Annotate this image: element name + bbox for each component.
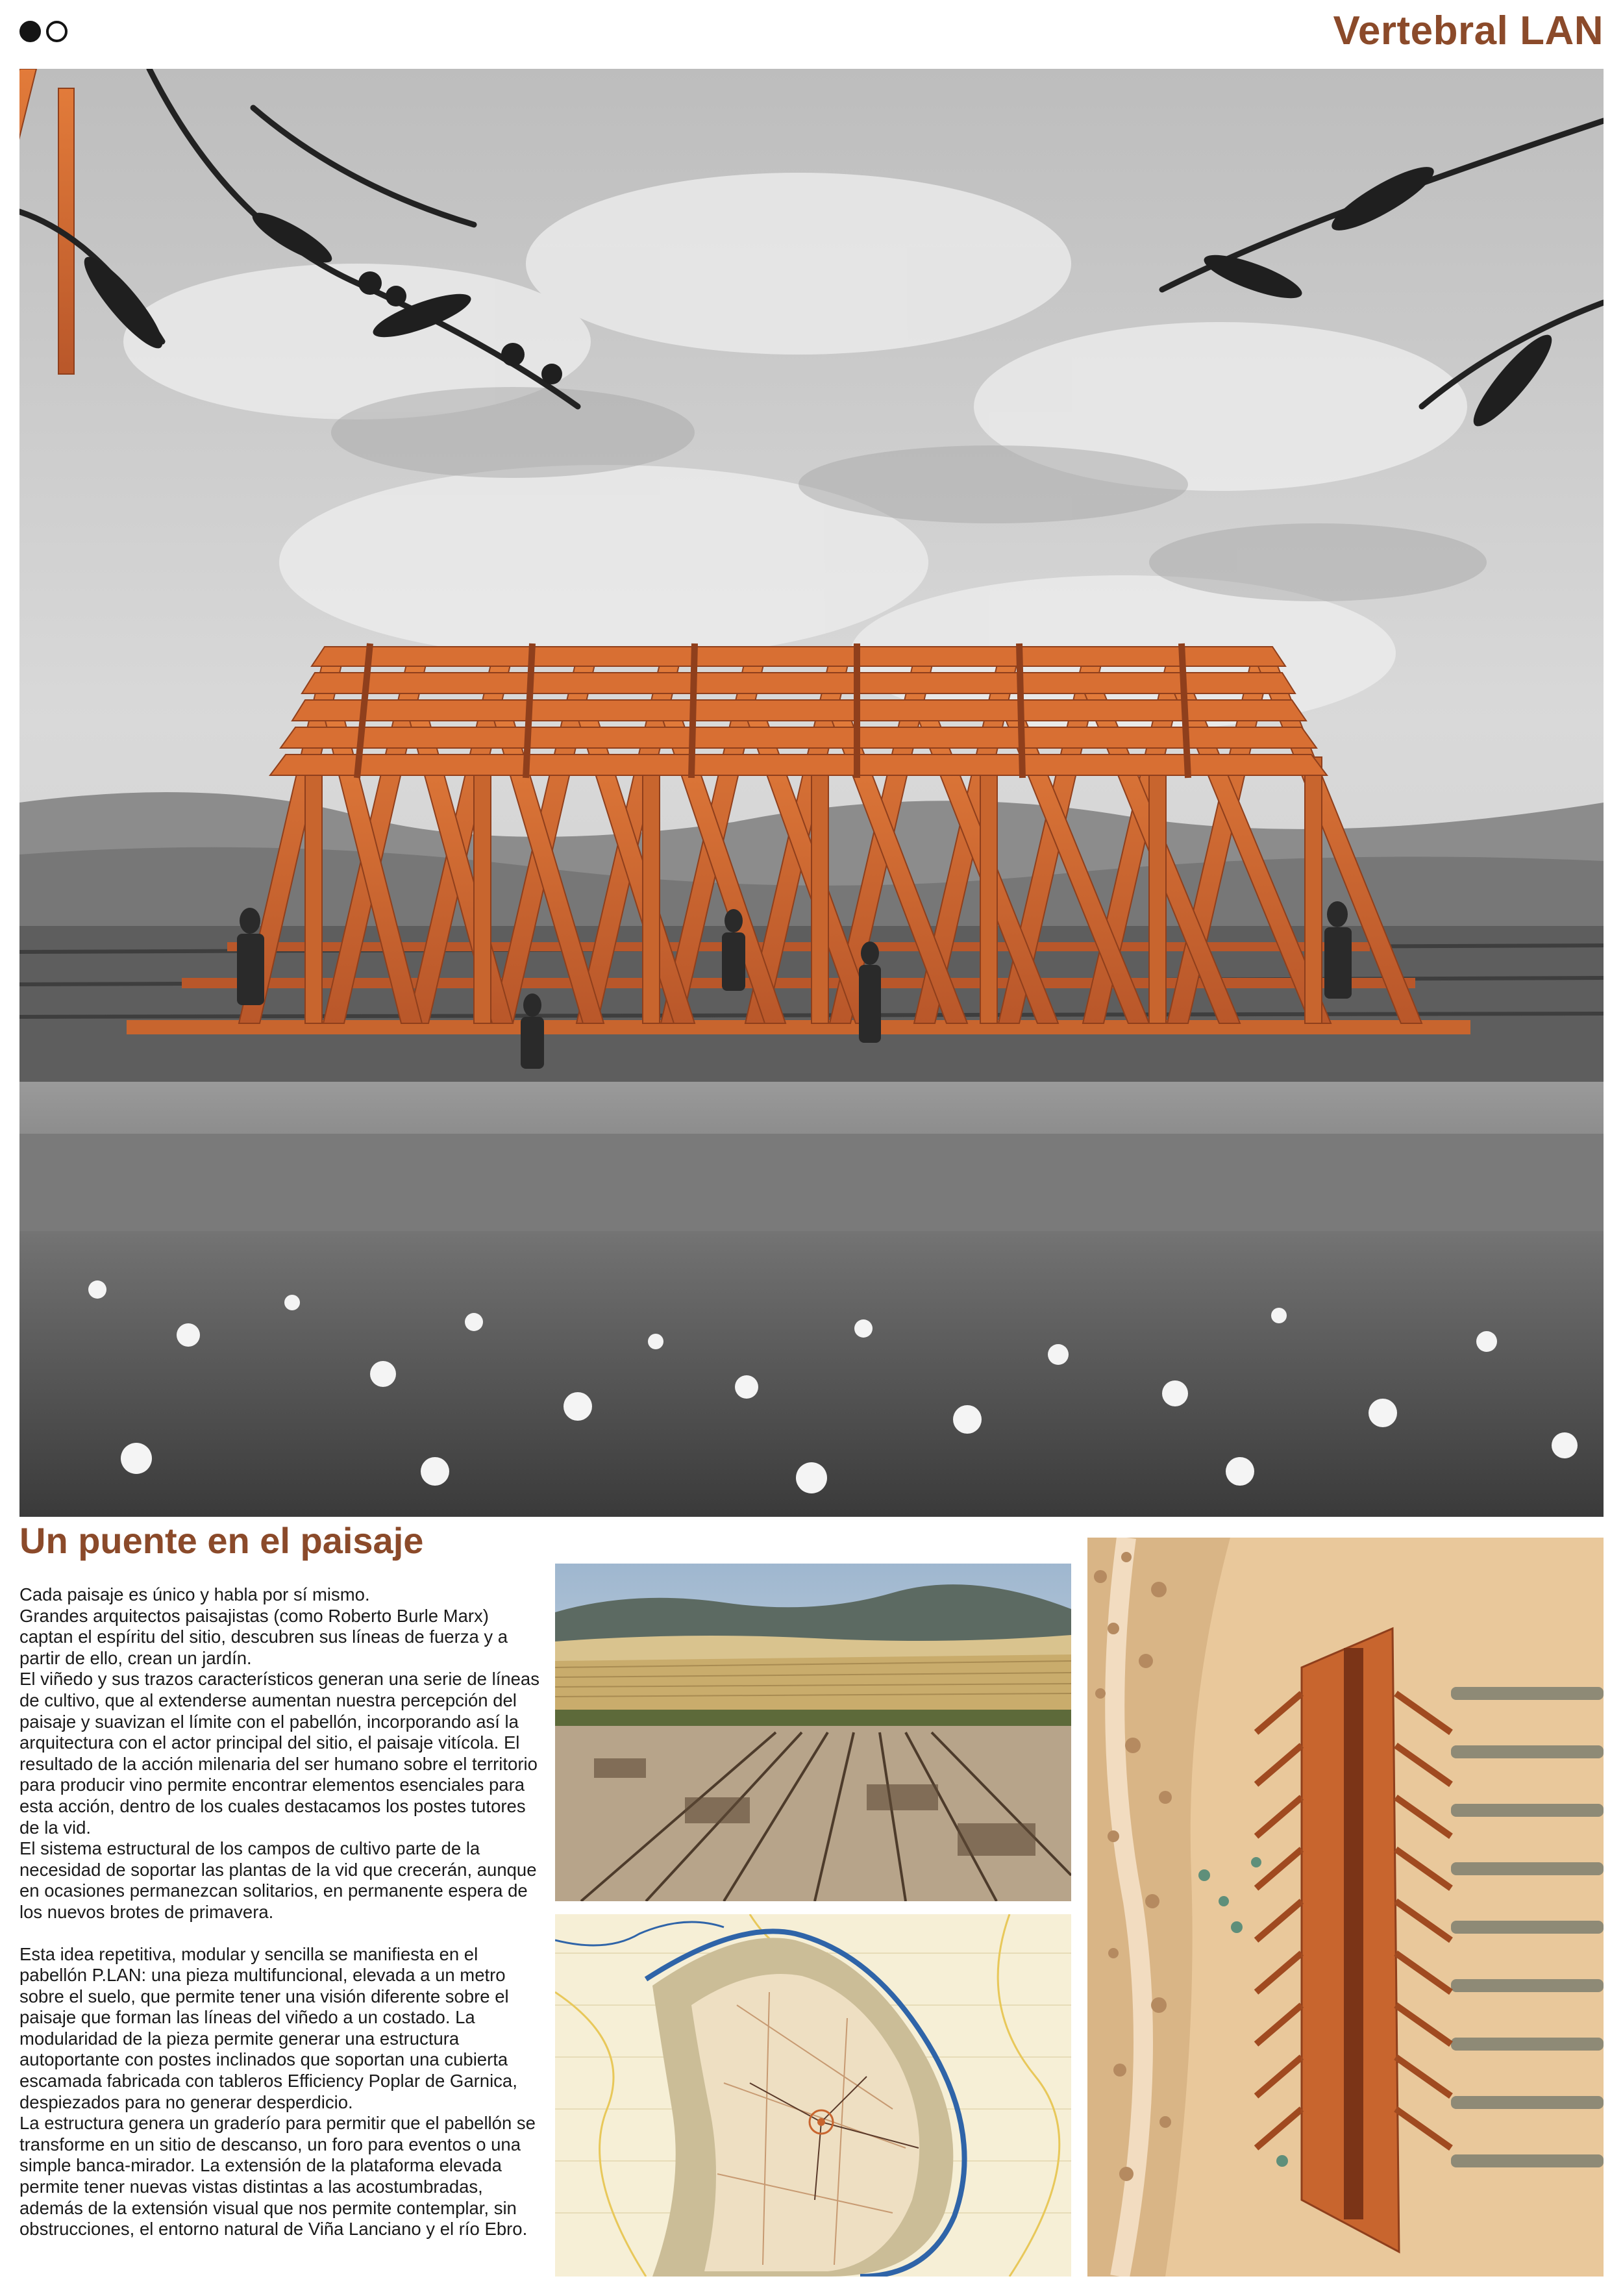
vineyard-photo xyxy=(555,1564,1071,1901)
page-indicator xyxy=(19,19,71,43)
paragraph-1: Cada paisaje es único y habla por sí mismo. xyxy=(19,1584,370,1604)
site-map-illustration xyxy=(555,1914,1071,2277)
paragraph-gap xyxy=(19,1923,545,1944)
aerial-plan-illustration xyxy=(1087,1538,1604,2277)
section-title: Un puente en el paisaje xyxy=(19,1520,424,1561)
page-dot-active-icon xyxy=(19,21,41,42)
paragraph-4: El sistema estructural de los campos de cultivo parte de la necesidad de soportar las plantas de la vid que crecerán, aunque en ocasiones permanezcan solitarios, en permanente espera de los nuevos brotes de primavera. xyxy=(19,1838,537,1922)
paragraph-6: La estructura genera un graderío para permitir que el pabellón se transforme en un sitio de descanso, un foro para eventos o una simple banca-mirador. La extensión de la plataforma elevada permite tener nuevas vistas distintas a las acostumbradas, además de la extensión visual que nos permite contemplar, sin obstrucciones, el entorno natural de Viña Lanciano y el río Ebro. xyxy=(19,2113,536,2240)
paragraph-3: El viñedo y sus trazos característicos generan una serie de líneas de cultivo, que al extenderse aumentan nuestra percepción del paisaje y suavizan el límite con el pabellón, incorporando así la arquitectura con el actor principal del sitio, el paisaje vitícola. El resultado de la acción milenaria del ser humano sobre el territorio para producir vino permite encontrar elementos esenciales para esta acción, dentro de los cuales destacamos los postes tutores de la vid. xyxy=(19,1669,539,1838)
aerial-plan xyxy=(1087,1538,1604,2277)
paragraph-2: Grandes arquitectos paisajistas (como Roberto Burle Marx) captan el espíritu del sitio, descubren sus líneas de fuerza y a partir de ello, crean un jardín. xyxy=(19,1605,508,1668)
article-body xyxy=(19,1584,545,2240)
paragraph-5: Esta idea repetitiva, modular y sencilla se manifiesta en el pabellón P.LAN: una pieza multifuncional, elevada a un metro sobre el suelo, que permite tener una visión diferente sobre el paisaje que forman las líneas del viñedo a un costado. La modularidad de la pieza permite generar una estructura autoportante con postes inclinados que soportan una cubierta escamada fabricada con tableros Efficiency Poplar de Garnica, despiezados para no generar desperdicio. xyxy=(19,1943,517,2112)
hero-render xyxy=(19,69,1604,1517)
pavilion-render-illustration xyxy=(19,69,1604,1517)
vineyard-photo-illustration xyxy=(555,1564,1071,1901)
site-map xyxy=(555,1914,1071,2277)
brand-title: Vertebral LAN xyxy=(1333,8,1604,53)
page-dot-inactive-icon xyxy=(46,21,68,42)
